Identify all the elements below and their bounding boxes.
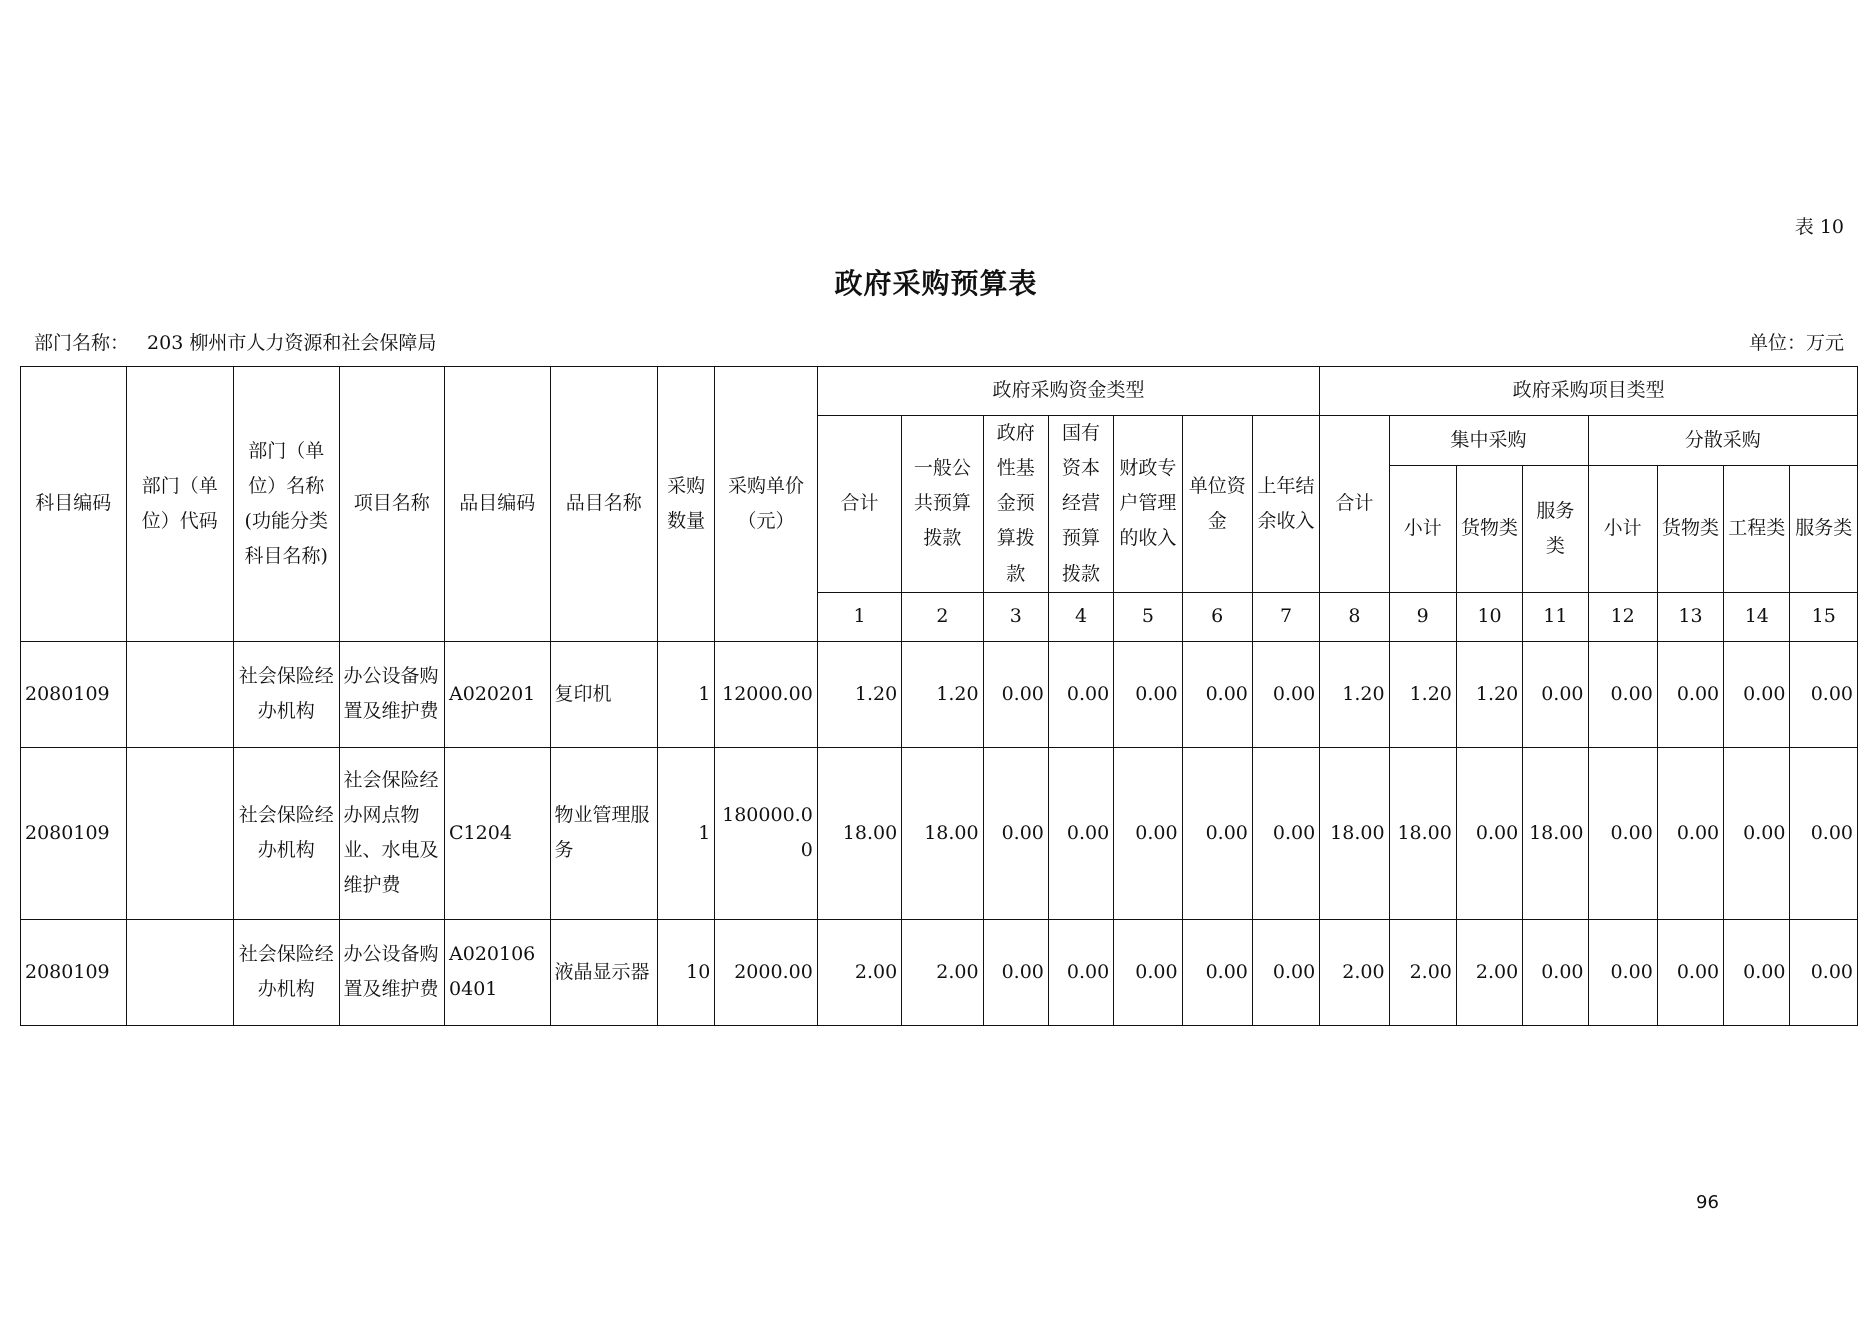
cell-value: 0.00 (1790, 919, 1858, 1025)
page-number: 96 (1696, 1192, 1719, 1213)
header-special-account: 财政专户管理的收入 (1114, 416, 1182, 593)
header-subject-code: 科目编码 (21, 367, 127, 642)
cell-project-name: 办公设备购置及维护费 (339, 641, 445, 747)
cell-value: 0.00 (1114, 919, 1182, 1025)
table-number: 表 10 (1794, 216, 1844, 238)
cell-value: 2.00 (1389, 919, 1456, 1025)
column-number: 6 (1182, 592, 1252, 641)
cell-value: 1.20 (1320, 641, 1389, 747)
cell-item-code: C1204 (445, 747, 551, 919)
cell-value: 18.00 (902, 747, 983, 919)
header-unit-price: 采购单价（元） (715, 367, 818, 642)
cell-value: 0.00 (1456, 747, 1522, 919)
cell-dept-code (126, 641, 234, 747)
cell-value: 0.00 (1114, 747, 1182, 919)
header-carryover: 上年结余收入 (1252, 416, 1319, 593)
column-number: 10 (1456, 592, 1522, 641)
column-number: 15 (1790, 592, 1858, 641)
cell-value: 2.00 (817, 919, 901, 1025)
cell-project-name: 社会保险经办网点物业、水电及维护费 (339, 747, 445, 919)
cell-value: 0.00 (1252, 747, 1319, 919)
header-central-services: 服务类 (1523, 465, 1588, 592)
header-dept-name: 部门（单位）名称(功能分类科目名称) (234, 367, 340, 642)
cell-value: 2.00 (1320, 919, 1389, 1025)
cell-value: 0.00 (1657, 641, 1723, 747)
header-dispersed-procurement: 分散采购 (1588, 416, 1858, 466)
cell-value: 0.00 (1588, 747, 1657, 919)
header-central-subtotal: 小计 (1389, 465, 1456, 592)
header-project-total: 合计 (1320, 416, 1389, 593)
cell-value: 0.00 (1252, 919, 1319, 1025)
header-general-budget: 一般公共预算拨款 (902, 416, 983, 593)
cell-value: 1.20 (1389, 641, 1456, 747)
cell-item-code: A020201 (445, 641, 551, 747)
page-title: 政府采购预算表 (834, 267, 1038, 300)
cell-value: 0.00 (1790, 747, 1858, 919)
cell-value: 0.00 (983, 641, 1048, 747)
cell-value: 0.00 (1657, 919, 1723, 1025)
cell-subject-code: 2080109 (21, 919, 127, 1025)
cell-value: 0.00 (1048, 641, 1113, 747)
header-dispersed-services: 服务类 (1790, 465, 1858, 592)
cell-value: 0.00 (983, 919, 1048, 1025)
header-dept-code: 部门（单位）代码 (126, 367, 234, 642)
cell-dept-code (126, 919, 234, 1025)
cell-value: 0.00 (1724, 641, 1790, 747)
department-label: 部门名称： (34, 332, 130, 354)
cell-value: 18.00 (817, 747, 901, 919)
cell-value: 0.00 (1114, 641, 1182, 747)
cell-value: 1.20 (902, 641, 983, 747)
cell-item-name: 复印机 (550, 641, 658, 747)
cell-quantity: 1 (658, 747, 715, 919)
column-number: 14 (1724, 592, 1790, 641)
department-value: 203 柳州市人力资源和社会保障局 (147, 332, 437, 354)
column-number: 1 (817, 592, 901, 641)
cell-value: 0.00 (1790, 641, 1858, 747)
cell-dept-name: 社会保险经办机构 (234, 919, 340, 1025)
cell-value: 0.00 (1182, 747, 1252, 919)
header-dispersed-works: 工程类 (1724, 465, 1790, 592)
cell-value: 1.20 (817, 641, 901, 747)
header-central-goods: 货物类 (1456, 465, 1522, 592)
cell-item-name: 液晶显示器 (550, 919, 658, 1025)
cell-value: 0.00 (1048, 919, 1113, 1025)
header-fund-total: 合计 (817, 416, 901, 593)
column-number: 9 (1389, 592, 1456, 641)
table-row (21, 747, 1858, 919)
cell-value: 18.00 (1320, 747, 1389, 919)
department-info (34, 328, 436, 355)
column-number: 13 (1657, 592, 1723, 641)
cell-value: 0.00 (1182, 641, 1252, 747)
column-number: 12 (1588, 592, 1657, 641)
cell-value: 0.00 (1724, 747, 1790, 919)
unit-label: 单位：万元 (1748, 332, 1844, 354)
cell-value: 0.00 (1588, 919, 1657, 1025)
cell-value: 0.00 (1523, 641, 1588, 747)
cell-unit-price: 2000.00 (715, 919, 818, 1025)
header-dispersed-goods: 货物类 (1657, 465, 1723, 592)
header-state-capital: 国有资本经营预算拨款 (1048, 416, 1113, 593)
column-number: 7 (1252, 592, 1319, 641)
cell-value: 0.00 (1252, 641, 1319, 747)
cell-value: 18.00 (1389, 747, 1456, 919)
cell-item-name: 物业管理服务 (550, 747, 658, 919)
cell-item-code: A0201060401 (445, 919, 551, 1025)
column-number: 5 (1114, 592, 1182, 641)
cell-project-name: 办公设备购置及维护费 (339, 919, 445, 1025)
header-project-type-group: 政府采购项目类型 (1320, 367, 1858, 416)
table-row (21, 641, 1858, 747)
cell-value: 2.00 (902, 919, 983, 1025)
header-gov-fund: 政府性基金预算拨款 (983, 416, 1048, 593)
cell-value: 0.00 (1657, 747, 1723, 919)
column-number: 4 (1048, 592, 1113, 641)
cell-unit-price: 12000.00 (715, 641, 818, 747)
cell-value: 0.00 (1182, 919, 1252, 1025)
cell-subject-code: 2080109 (21, 641, 127, 747)
cell-quantity: 10 (658, 919, 715, 1025)
cell-subject-code: 2080109 (21, 747, 127, 919)
header-unit-fund: 单位资金 (1182, 416, 1252, 593)
header-quantity: 采购数量 (658, 367, 715, 642)
table-row (21, 919, 1858, 1025)
cell-value: 1.20 (1456, 641, 1522, 747)
column-number: 3 (983, 592, 1048, 641)
cell-dept-code (126, 747, 234, 919)
cell-value: 2.00 (1456, 919, 1522, 1025)
cell-quantity: 1 (658, 641, 715, 747)
header-item-code: 品目编码 (445, 367, 551, 642)
cell-value: 0.00 (1523, 919, 1588, 1025)
cell-value: 0.00 (983, 747, 1048, 919)
cell-dept-name: 社会保险经办机构 (234, 641, 340, 747)
column-number: 2 (902, 592, 983, 641)
cell-unit-price: 180000.00 (715, 747, 818, 919)
cell-dept-name: 社会保险经办机构 (234, 747, 340, 919)
cell-value: 0.00 (1724, 919, 1790, 1025)
column-number: 8 (1320, 592, 1389, 641)
procurement-budget-table (20, 366, 1858, 1026)
header-project-name: 项目名称 (339, 367, 445, 642)
header-fund-type-group: 政府采购资金类型 (817, 367, 1319, 416)
cell-value: 0.00 (1048, 747, 1113, 919)
cell-value: 0.00 (1588, 641, 1657, 747)
header-central-procurement: 集中采购 (1389, 416, 1588, 466)
table-body (21, 641, 1858, 1025)
header-dispersed-subtotal: 小计 (1588, 465, 1657, 592)
column-number: 11 (1523, 592, 1588, 641)
cell-value: 18.00 (1523, 747, 1588, 919)
header-item-name: 品目名称 (550, 367, 658, 642)
